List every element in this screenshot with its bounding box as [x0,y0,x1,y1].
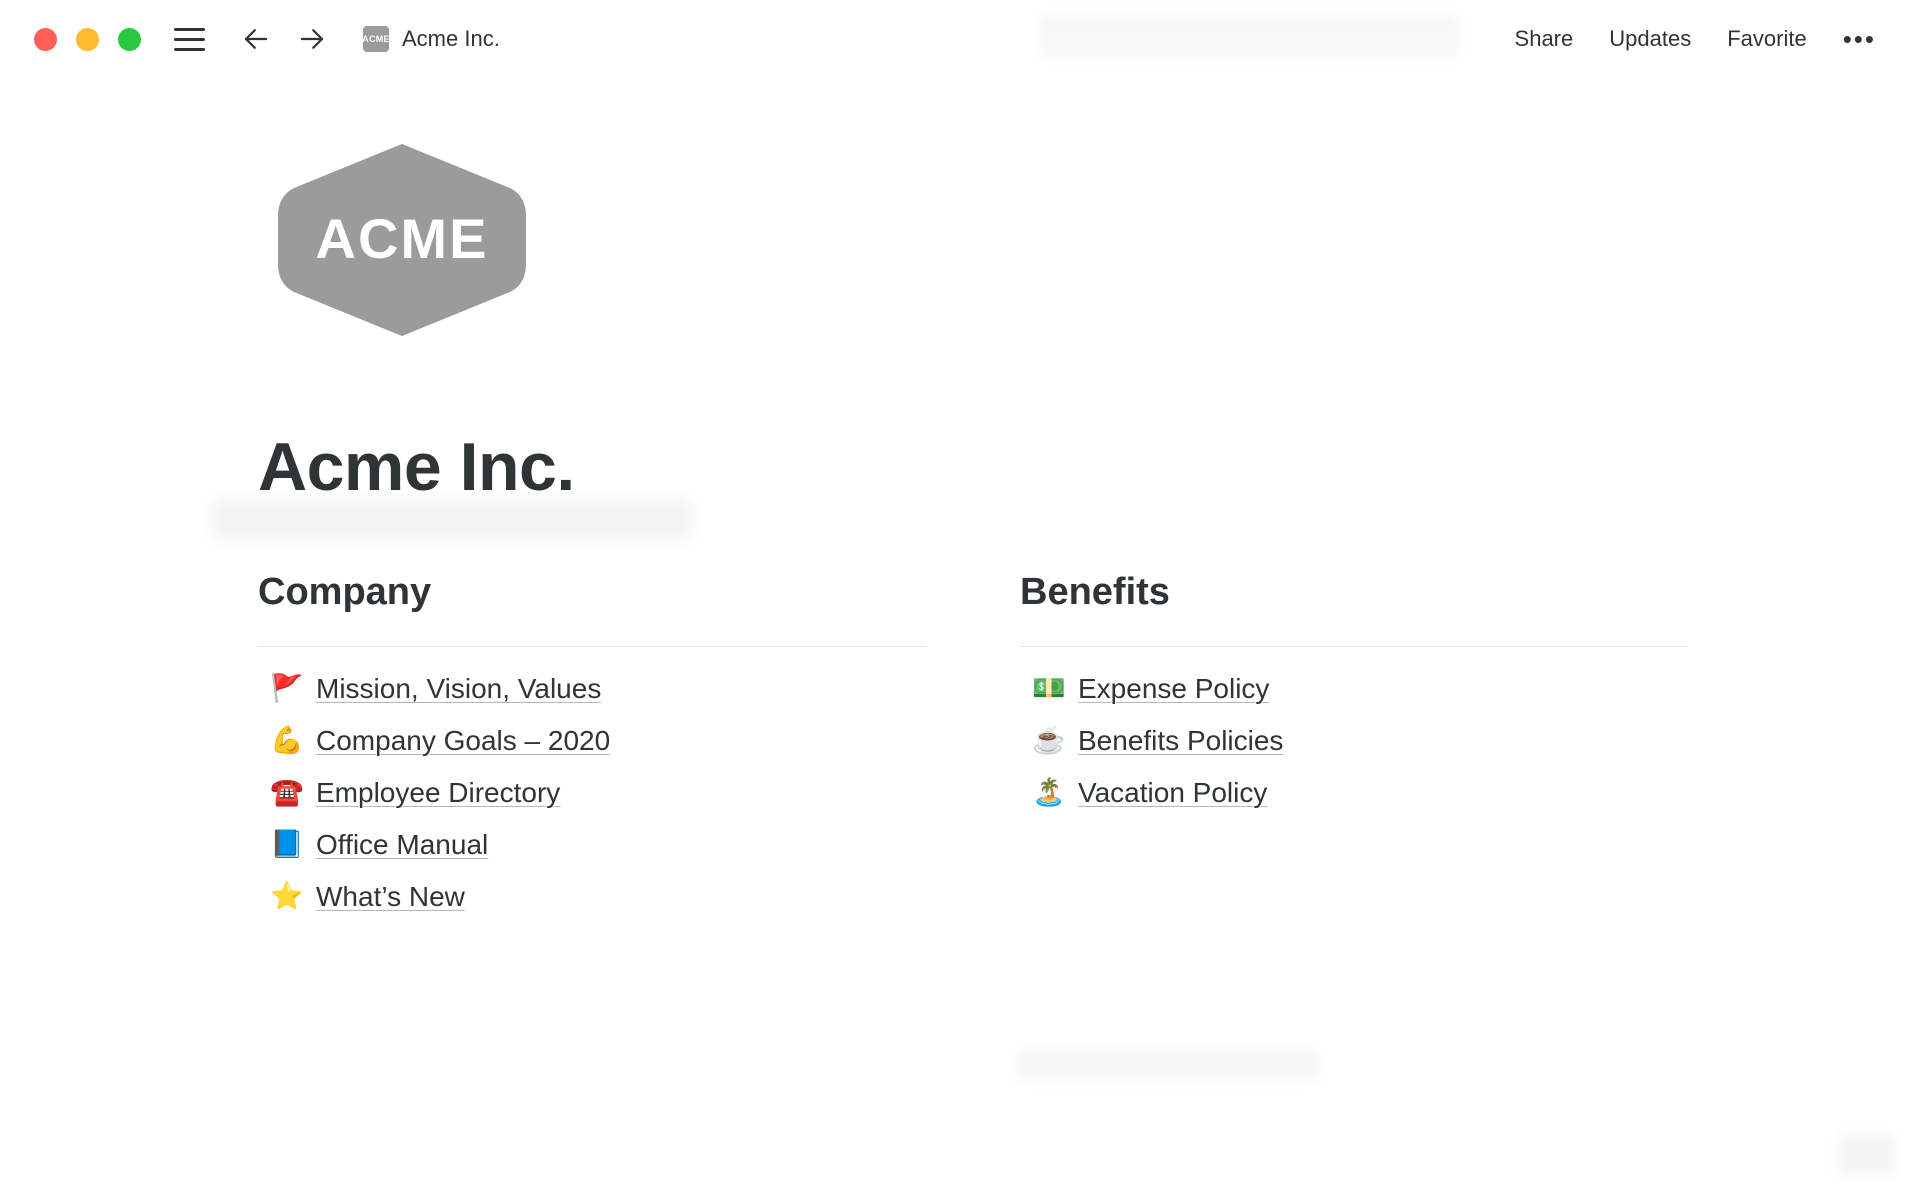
list-item[interactable] [270,829,926,861]
page-title: Acme Inc. [258,429,575,505]
coffee-icon: ☕ [1032,725,1066,756]
minimize-window-button[interactable] [76,28,99,51]
breadcrumb[interactable] [363,26,500,52]
breadcrumb-title[interactable]: Acme Inc. [402,26,500,51]
dollar-banknote-icon: 💵 [1032,673,1066,704]
company-link-list [258,673,926,913]
ghost-artifact-bottom [1018,1050,1318,1080]
link-mission-vision-values[interactable]: Mission, Vision, Values [316,672,602,704]
svg-text:ACME: ACME [315,207,489,270]
column-company [258,571,926,913]
telephone-icon: ☎️ [270,777,304,808]
arrow-left-icon[interactable] [241,24,271,54]
ghost-artifact-corner [1838,1134,1894,1176]
benefits-link-list [1020,673,1688,809]
title-bar-actions [1515,26,1886,52]
more-options-icon[interactable]: ••• [1842,24,1876,54]
link-employee-directory[interactable]: Employee Directory [316,776,561,808]
list-item[interactable] [1032,673,1688,705]
list-item[interactable] [1032,777,1688,809]
share-button[interactable]: Share [1514,26,1574,51]
flexed-biceps-icon: 💪 [270,725,304,756]
page-cover-logo [274,140,530,340]
star-icon: ⭐ [270,881,304,912]
close-window-button[interactable] [34,28,57,51]
list-item[interactable] [1032,725,1688,757]
navigation-controls [241,24,327,54]
column-divider [1020,646,1688,647]
zoom-window-button[interactable] [118,28,141,51]
page-content [0,78,1920,913]
document-icon: ACME [363,26,389,52]
ghost-artifact-top [1040,14,1460,60]
link-benefits-policies[interactable]: Benefits Policies [1078,724,1284,756]
column-divider [258,646,926,647]
sidebar-toggle-icon[interactable] [174,28,205,51]
link-company-goals[interactable]: Company Goals – 2020 [316,724,611,756]
link-whats-new[interactable]: What’s New [316,880,465,912]
list-item[interactable] [270,881,926,913]
acme-hexagon-icon [274,140,530,340]
red-flag-icon: 🚩 [270,673,304,704]
column-heading: Company [258,570,432,613]
list-item[interactable] [270,673,926,705]
link-office-manual[interactable]: Office Manual [316,828,489,860]
arrow-right-icon[interactable] [297,24,327,54]
window-controls [34,28,141,51]
blue-book-icon: 📘 [270,829,304,860]
link-expense-policy[interactable]: Expense Policy [1078,672,1270,704]
column-benefits [1020,571,1688,913]
favorite-button[interactable]: Favorite [1727,26,1807,51]
link-vacation-policy[interactable]: Vacation Policy [1078,776,1268,808]
list-item[interactable] [270,725,926,757]
title-bar [0,0,1920,78]
desert-island-icon: 🏝️ [1032,777,1066,808]
list-item[interactable] [270,777,926,809]
column-heading: Benefits [1020,570,1170,613]
link-columns [258,571,1920,913]
updates-button[interactable]: Updates [1609,26,1692,51]
